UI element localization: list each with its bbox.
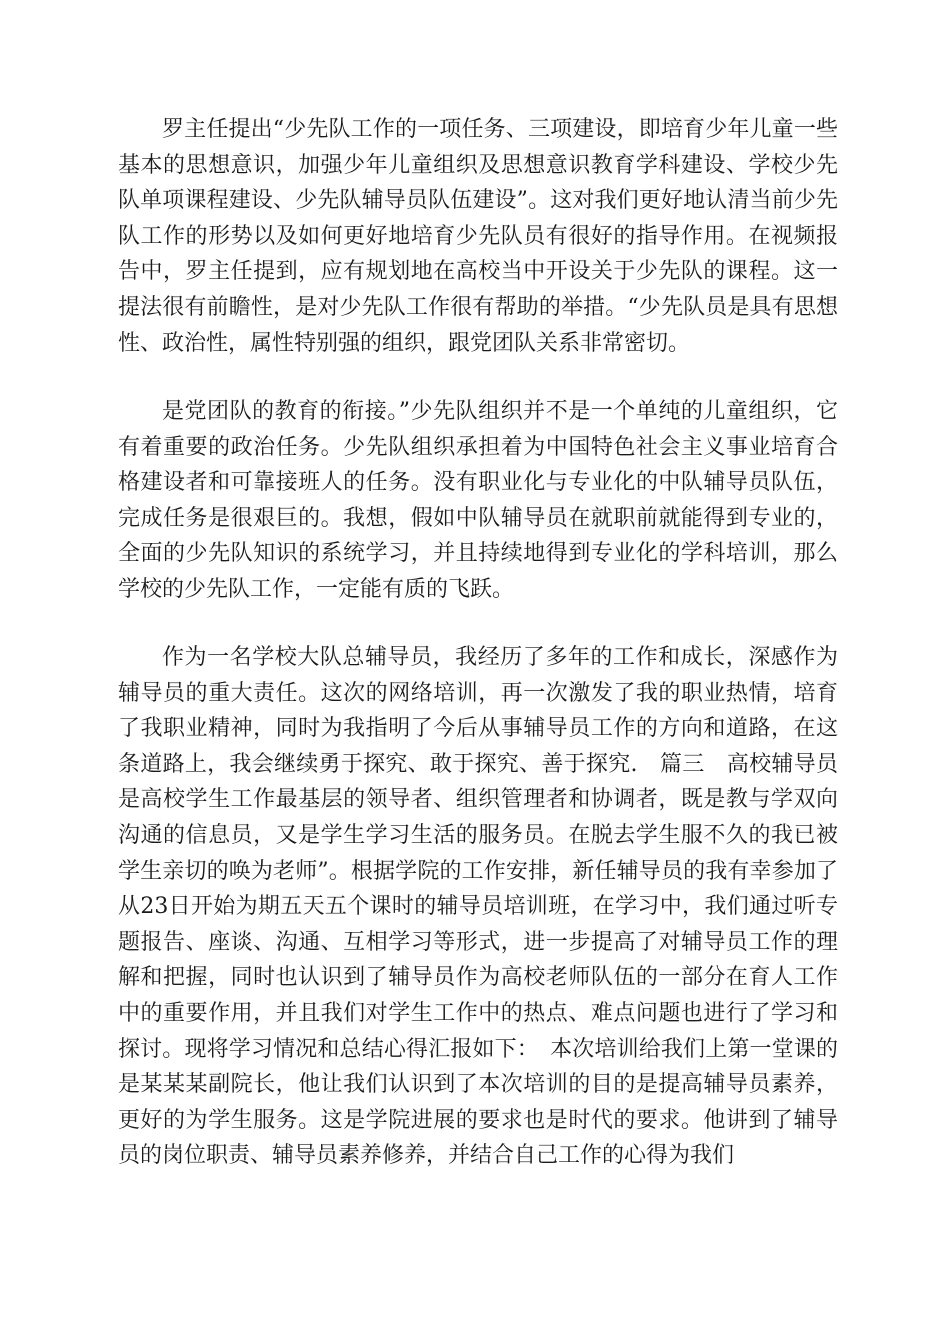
paragraph-2: 是党团队的教育的衔接。”少先队组织并不是一个单纯的儿童组织，它有着重要的政治任务。少先队组织承担着为中国特色社会主义事业培育合格建设者和可靠接班人的任务。没有职业化与专业化的中队辅导员队伍，完成任务是很艰巨的。我想，假如中队辅导员在就职前就能得到专业的，全面的少先队知识的系统学习，并且持续地得到专业化的学科培训，那么学校的少先队工作，一定能有质的飞跃。 (118, 399, 838, 602)
paragraph-1: 罗主任提出“少先队工作的一项任务、三项建设，即培育少年儿童一些基本的思想意识，加强少年儿童组织及思想意识教育学科建设、学校少先队单项课程建设、少先队辅导员队伍建设”。这对我们更好地认清当前少先队工作的形势以及如何更好地培育少先队员有很好的指导作用。在视频报告中，罗主任提到，应有规划地在高校当中开设关于少先队的课程。这一提法很有前瞻性，是对少先队工作很有帮助的举措。“少先队员是具有思想性、政治性，属性特别强的组织，跟党团队关系非常密切。 (118, 117, 838, 356)
paragraph-3: 作为一名学校大队总辅导员，我经历了多年的工作和成长，深感作为辅导员的重大责任。这次的网络培训，再一次激发了我的职业热情，培育了我职业精神，同时为我指明了今后从事辅导员工作的方向和道路，在这条道路上，我会继续勇于探究、敢于探究、善于探究. 篇三 高校辅导员是高校学生工作最基层的领导者、组织管理者和协调者，既是教与学双向沟通的信息员，又是学生学习生活的服务员。在脱去学生服不久的我已被学生亲切的唤为老师”。根据学院的工作安排，新任辅导员的我有幸参加了从23日开始为期五天五个课时的辅导员培训班，在学习中，我们通过听专题报告、座谈、沟通、互相学习等形式，进一步提高了对辅导员工作的理解和把握，同时也认识到了辅导员作为高校老师队伍的一部分在育人工作中的重要作用，并且我们对学生工作中的热点、难点问题也进行了学习和探讨。现将学习情况和总结心得汇报如下： 本次培训给我们上第一堂课的是某某某副院长，他让我们认识到了本次培训的目的是提高辅导员素养，更好的为学生服务。这是学院进展的要求也是时代的要求。他讲到了辅导员的岗位职责、辅导员素养修养，并结合自己工作的心得为我们 (118, 645, 838, 1169)
